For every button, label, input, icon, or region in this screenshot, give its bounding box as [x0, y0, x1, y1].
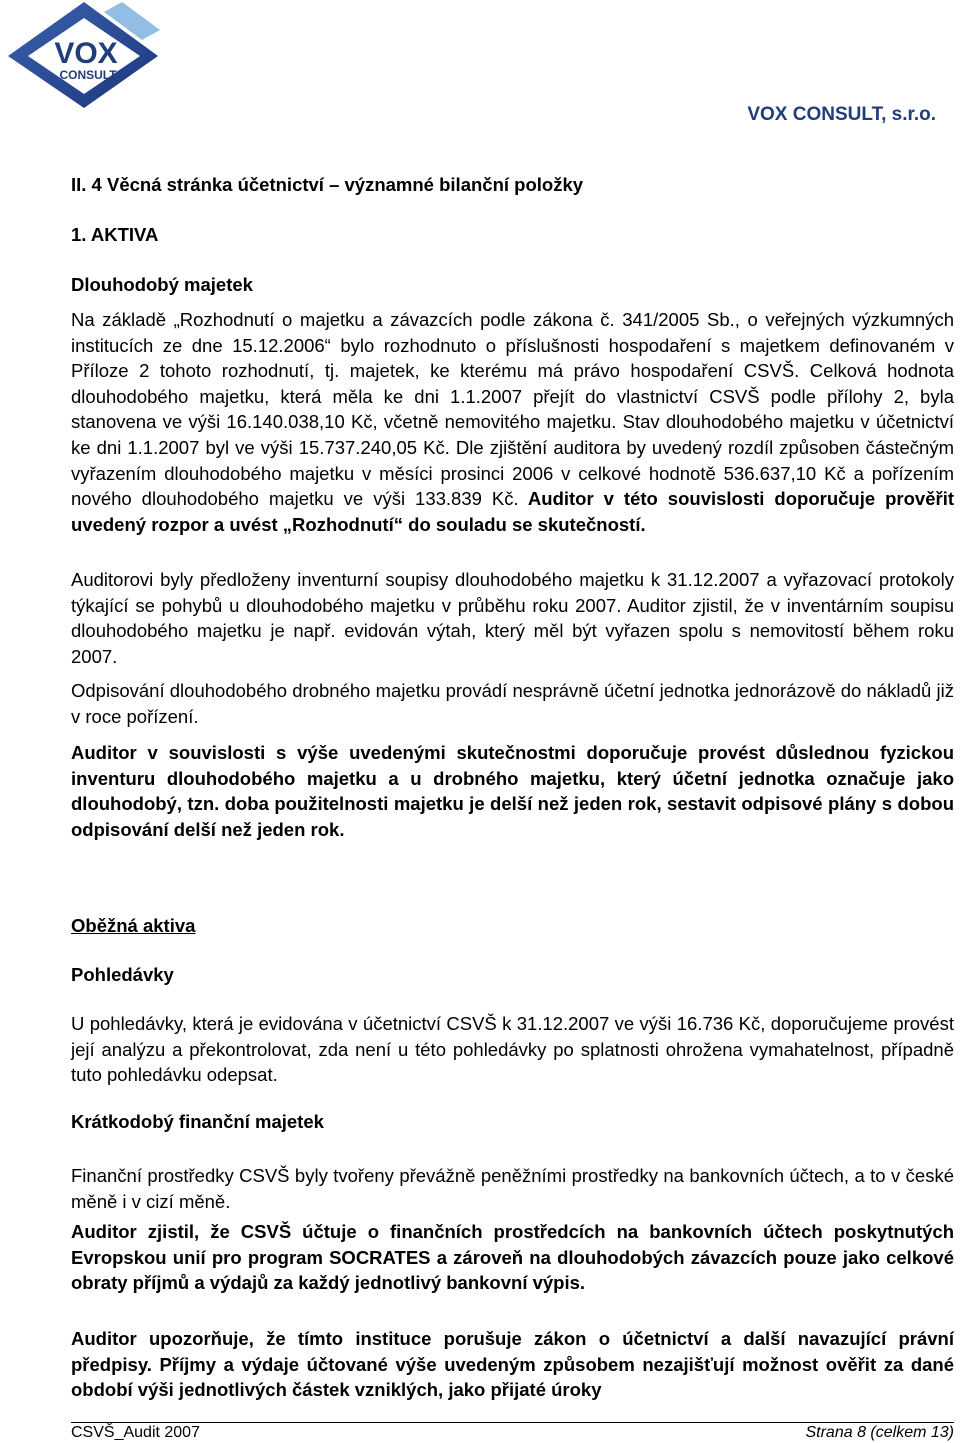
kratkodoby-financni-majetek-heading: Krátkodobý finanční majetek	[71, 1111, 324, 1132]
vox-consult-logo	[0, 0, 160, 108]
paragraph-odpisovani: Odpisování dlouhodobého drobného majetku provádí nesprávně účetní jednotka jednorázově do nákladů již v roce pořízení.	[71, 680, 954, 727]
section-title: II. 4 Věcná stránka účetnictví – významné bilanční položky	[71, 174, 584, 195]
paragraph-financni-prostredky: Finanční prostředky CSVŠ byly tvořeny převážně peněžními prostředky na bankovních účtech, a to v české měně i v cizí měně.	[71, 1165, 954, 1212]
paragraph-rozhodnuti-text: Na základě „Rozhodnutí o majetku a závazcích podle zákona č. 341/2005 Sb., o veřejných výzkumných institucích ze dne 15.12.2006“ bylo rozhodnuto o příslušnosti hospodaření s majetkem definovaném v Příloze 2 tohoto rozhodnutí, tj. majetek, ke kterému má právo hospodaření CSVŠ. Celková hodnota dlouhodobého majetku, která měla ke dni 1.1.2007 přejít do vlastnictví CSVŠ podle přílohy 2, byla stanovena ve výši 16.140.038,10 Kč, včetně nemovitého majetku. Stav dlouhodobého majetku v účetnictví ke dni 1.1.2007 byl ve výši 15.737.240,05 Kč. Dle zjištění auditora by uvedený rozdíl způsoben částečným vyřazením dlouhodobého majetku v měsíci prosinci 2006 v celkové hodnotě 536.637,10 Kč a pořízením nového dlouhodobého majetku ve výši 133.839 Kč.	[71, 309, 954, 510]
pohledavky-heading: Pohledávky	[71, 964, 174, 985]
paragraph-doporuceni: Auditor v souvislosti s výše uvedenými skutečnostmi doporučuje provést důslednou fyzickou inventuru dlouhodobého majetku a u drobného majetku, který účetní jednotka označuje jako dlouhodobý, tzn. doba použitelnosti majetku je delší než jeden rok, sestavit odpisové plány s dobou odpisování delší než jeden rok.	[71, 742, 954, 840]
obezna-aktiva-heading: Oběžná aktiva	[71, 915, 196, 936]
paragraph-socrates: Auditor zjistil, že CSVŠ účtuje o finančních prostředcích na bankovních účtech poskytnutých Evropskou unií pro program SOCRATES a zároveň na dlouhodobých závazcích pouze jako celkové obraty příjmů a výdajů za každý jednotlivý bankovní výpis.	[71, 1221, 954, 1294]
footer-page-number: Strana 8 (celkem 13)	[805, 1424, 954, 1441]
aktiva-heading: 1. AKTIVA	[71, 224, 159, 245]
logo-text-sub: CONSULT	[59, 68, 117, 82]
dlouhodoby-majetek-heading: Dlouhodobý majetek	[71, 274, 253, 295]
paragraph-pohledavky: U pohledávky, která je evidována v účetnictví CSVŠ k 31.12.2007 ve výši 16.736 Kč, doporučujeme provést její analýzu a překontrolovat, zda není u této pohledávky po splatnosti ohrožena vymahatelnost, případně tuto pohledávku odepsat.	[71, 1013, 954, 1086]
paragraph-rozhodnuti	[71, 307, 954, 537]
footer-divider	[71, 1422, 954, 1423]
paragraph-porusuje-zakon: Auditor upozorňuje, že tímto instituce porušuje zákon o účetnictví a další navazující právní předpisy. Příjmy a výdaje účtované výše uvedeným způsobem nezajišťují možnost ověřit za dané období výši jednotlivých částek vzniklých, jako přijaté úroky	[71, 1328, 954, 1401]
paragraph-inventura: Auditorovi byly předloženy inventurní soupisy dlouhodobého majetku k 31.12.2007 a vyřazovací protokoly týkající se pohybů u dlouhodobého majetku v průběhu roku 2007. Auditor zjistil, že v inventárním soupisu dlouhodobého majetku je např. evidován výtah, který měl být vyřazen spolu s nemovitostí během roku 2007.	[71, 569, 954, 667]
footer-document-name: CSVŠ_Audit 2007	[71, 1424, 200, 1441]
logo-text-main: VOX	[54, 37, 118, 70]
company-name: VOX CONSULT, s.r.o.	[747, 104, 936, 125]
paragraph-rozhodnuti-recommendation: Auditor v této souvislosti doporučuje prověřit uvedený rozpor a uvést „Rozhodnutí“ do souladu se skutečností.	[71, 488, 954, 535]
